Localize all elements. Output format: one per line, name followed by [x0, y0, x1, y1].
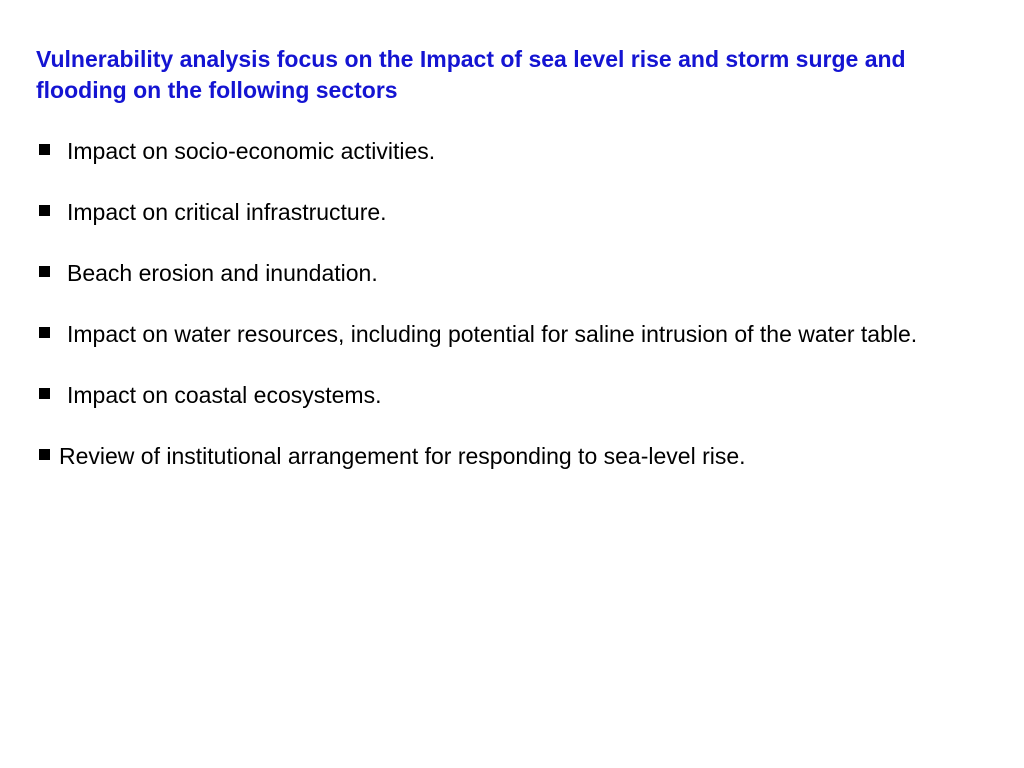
square-bullet-icon — [39, 327, 50, 338]
list-item — [36, 258, 996, 289]
list-item — [36, 136, 996, 167]
bullet-text: Impact on critical infrastructure. — [67, 199, 387, 225]
square-bullet-icon — [39, 449, 50, 460]
list-item — [36, 319, 996, 350]
list-item — [36, 380, 996, 411]
bullet-text: Beach erosion and inundation. — [67, 260, 378, 286]
bullet-list — [36, 136, 996, 502]
bullet-text: Review of institutional arrangement for responding to sea-level rise. — [59, 443, 746, 469]
square-bullet-icon — [39, 266, 50, 277]
list-item — [36, 197, 996, 228]
bullet-text: Impact on socio-economic activities. — [67, 138, 436, 164]
square-bullet-icon — [39, 144, 50, 155]
slide-heading: Vulnerability analysis focus on the Impact of sea level rise and storm surge and flooding on the following sectors — [36, 46, 906, 103]
bullet-text: Impact on coastal ecosystems. — [67, 382, 382, 408]
list-item — [36, 441, 996, 472]
square-bullet-icon — [39, 388, 50, 399]
square-bullet-icon — [39, 205, 50, 216]
bullet-text: Impact on water resources, including potential for saline intrusion of the water table. — [67, 321, 918, 347]
